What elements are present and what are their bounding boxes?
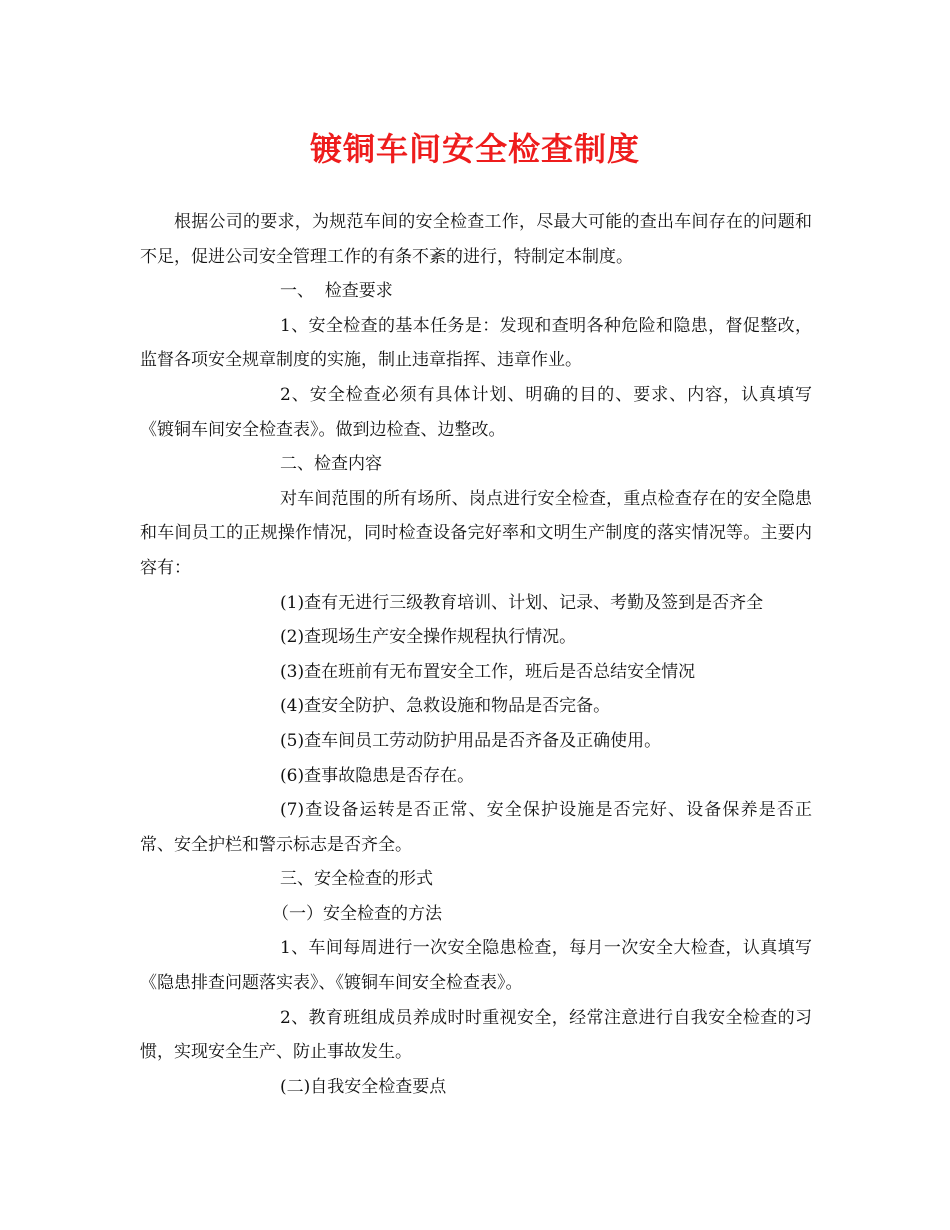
section-2-list-item: (4)查安全防护、急救设施和物品是否完备。: [280, 696, 611, 717]
section-2-list-item: (1)查有无进行三级教育培训、计划、记录、考勤及签到是否齐全: [280, 592, 764, 613]
section-2-list-item: (2)查现场生产安全操作规程执行情况。: [280, 627, 577, 648]
section-3-item-1: 1、车间每周进行一次安全隐患检查，每月一次安全大检查，认真填写《隐患排查问题落实表》、《镀铜车间安全检查表》。: [140, 938, 812, 994]
section-1-heading: 一、 检查要求: [280, 281, 393, 302]
section-3-subheading-1: （一）安全检查的方法: [272, 903, 442, 924]
section-2-list-item: (6)查事故隐患是否存在。: [280, 765, 475, 786]
section-1-item-2: 2、安全检查必须有具体计划、明确的目的、要求、内容，认真填写《镀铜车间安全检查表》。做到边检查、边整改。: [140, 384, 812, 440]
document-title: 镀铜车间安全检查制度: [309, 130, 640, 168]
document-body: [140, 205, 812, 1104]
section-1-item-1: 1、安全检查的基本任务是：发现和查明各种危险和隐患，督促整改，监督各项安全规章制度的实施，制止违章指挥、违章作业。: [140, 315, 812, 371]
intro-paragraph: 根据公司的要求，为规范车间的安全检查工作，尽最大可能的查出车间存在的问题和不足，促进公司安全管理工作的有条不紊的进行，特制定本制度。: [140, 212, 812, 267]
section-2-list-item: (5)查车间员工劳动防护用品是否齐备及正确使用。: [280, 730, 662, 751]
section-2-heading: 二、检查内容: [280, 454, 382, 475]
section-3-item-2: 2、教育班组成员养成时时重视安全，经常注意进行自我安全检查的习惯，实现安全生产、防止事故发生。: [140, 1007, 812, 1063]
section-3-heading: 三、安全检查的形式: [280, 869, 433, 890]
section-2-intro: 对车间范围的所有场所、岗点进行安全检查，重点检查存在的安全隐患和车间员工的正规操作情况，同时检查设备完好率和文明生产制度的落实情况等。主要内容有：: [140, 488, 812, 578]
section-2-list-item: (3)查在班前有无布置安全工作，班后是否总结安全情况: [280, 661, 696, 682]
section-3-subheading-2: (二)自我安全检查要点: [280, 1076, 447, 1097]
section-2-list-item-7: (7)查设备运转是否正常、安全保护设施是否完好、设备保养是否正常、安全护栏和警示标志是否齐全。: [140, 800, 812, 855]
